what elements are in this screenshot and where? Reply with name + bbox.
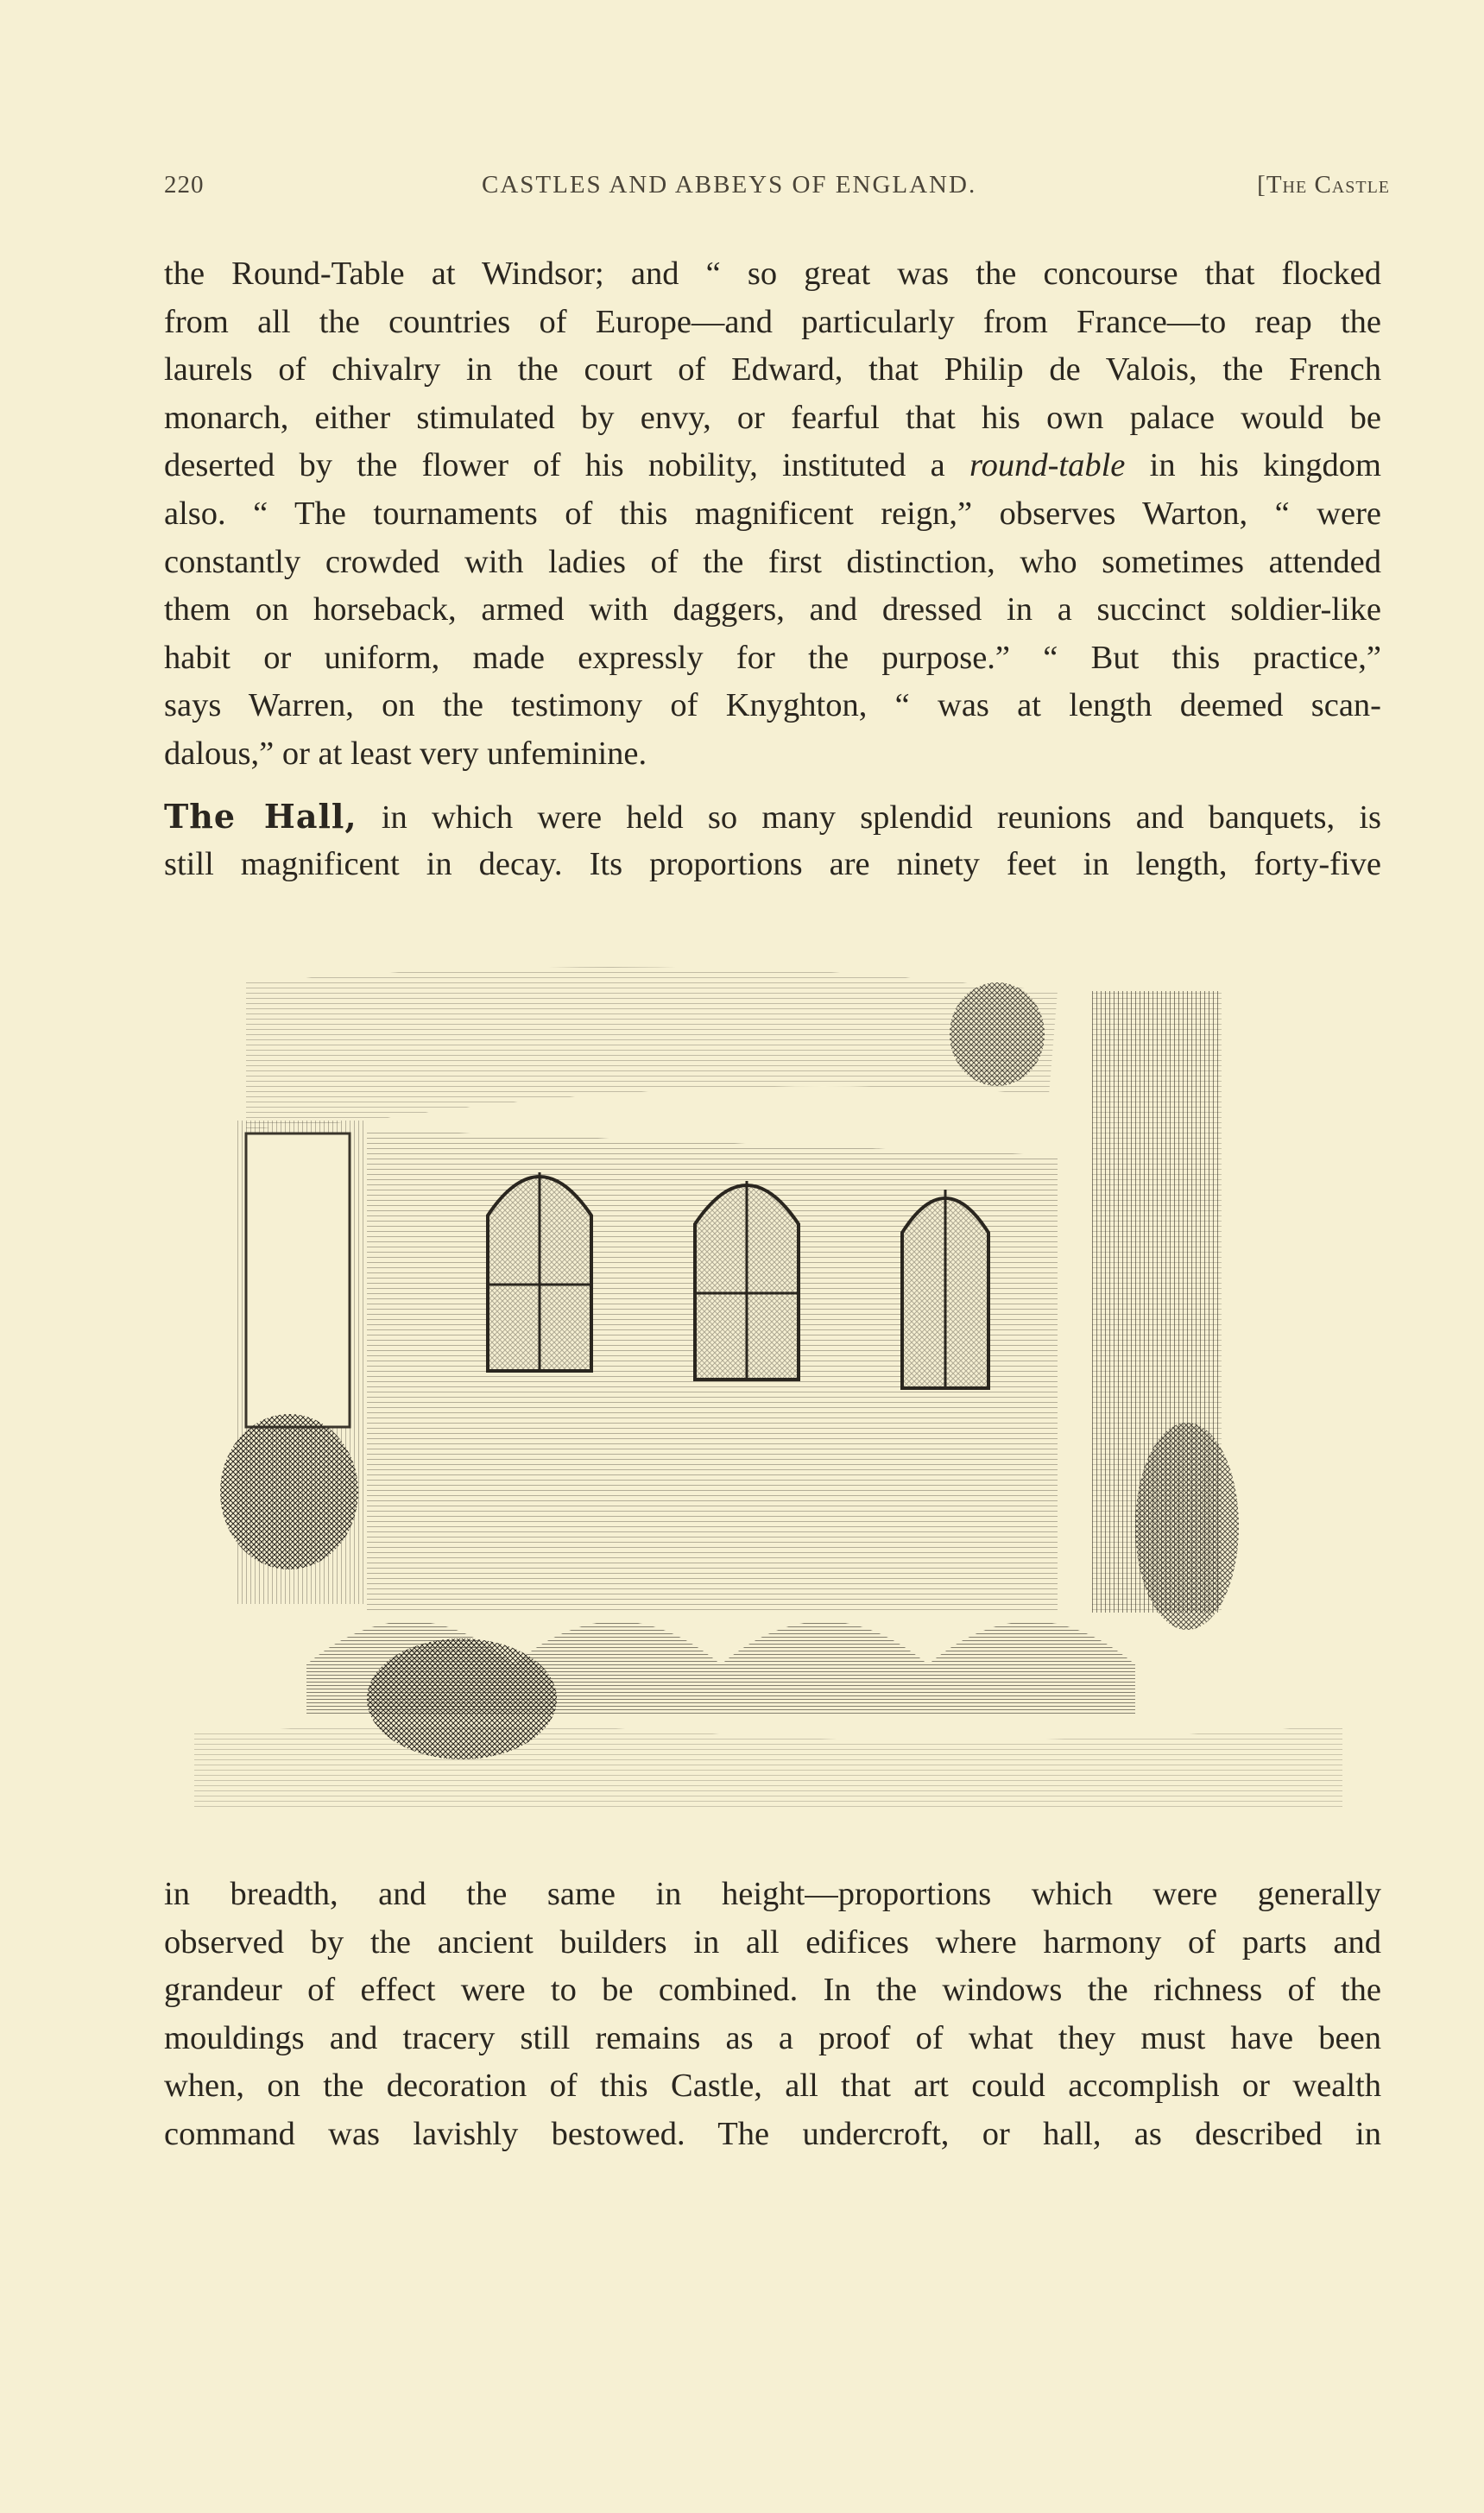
page-number: 220 [164, 171, 205, 199]
left-doorway [246, 1133, 350, 1427]
paragraph-round-table [164, 250, 1381, 779]
text-line: grandeur of effect were to be combined. In the windows the richness of the [164, 1972, 1381, 2009]
emphasis-round-table: round-table [969, 447, 1126, 484]
running-head: [The Castle [1257, 171, 1390, 199]
text-line: says Warren, on the testimony of Knyghton, “ was at length deemed scan- [164, 687, 1381, 724]
text-line: them on horseback, armed with daggers, and dressed in a succinct soldier-like [164, 591, 1381, 628]
text-fragment: in his kingdom [1125, 447, 1381, 484]
text-line [164, 442, 1381, 490]
sky-hatching [246, 967, 1058, 1129]
paragraph-proportions [164, 1871, 1381, 2159]
text-line: command was lavishly bestowed. The undercroft, or hall, as described in [164, 2115, 1381, 2152]
text-line: constantly crowded with ladies of the first distinction, who sometimes attended [164, 543, 1381, 580]
ivy-foliage [220, 1414, 358, 1569]
paragraph-the-hall [164, 792, 1381, 888]
text-line: also. “ The tournaments of this magnificent reign,” observes Warton, “ were [164, 495, 1381, 532]
gothic-window-right [902, 1190, 988, 1388]
ivy-foliage [1135, 1423, 1239, 1630]
text-line [164, 792, 1381, 841]
ground-grass [194, 1725, 1342, 1811]
text-line: when, on the decoration of this Castle, all that art could accomplish or wealth [164, 2068, 1381, 2105]
text-line: dalous,” or at least very unfeminine. [164, 735, 647, 772]
engraving-ruined-hall [194, 957, 1342, 1811]
gothic-window-left [488, 1172, 591, 1371]
gothic-window-center [695, 1181, 799, 1380]
text-line: laurels of chivalry in the court of Edward, that Philip de Valois, the French [164, 351, 1381, 388]
book-title: CASTLES AND ABBEYS OF ENGLAND. [482, 171, 977, 199]
page-header [164, 171, 1390, 209]
ivy-foliage [950, 982, 1045, 1086]
text-line: from all the countries of Europe—and particularly from France—to reap the [164, 303, 1381, 340]
text-line: observed by the ancient builders in all edifices where harmony of parts and [164, 1923, 1381, 1961]
text-fragment: in which were held so many splendid reunions and banquets, is [357, 799, 1381, 836]
text-line: habit or uniform, made expressly for the purpose.” “ But this practice,” [164, 639, 1381, 676]
text-line: still magnificent in decay. Its proportions are ninety feet in length, forty-five [164, 845, 1381, 882]
text-fragment: deserted by the flower of his nobility, instituted a [164, 447, 970, 484]
text-line: in breadth, and the same in height—proportions which were generally [164, 1876, 1381, 1912]
text-line: the Round-Table at Windsor; and “ so great was the concourse that flocked [164, 256, 1381, 292]
section-lead-the-hall: The Hall, [164, 797, 357, 836]
text-line: monarch, either stimulated by envy, or fearful that his own palace would be [164, 399, 1381, 436]
text-line: mouldings and tracery still remains as a proof of what they must have been [164, 2019, 1381, 2056]
